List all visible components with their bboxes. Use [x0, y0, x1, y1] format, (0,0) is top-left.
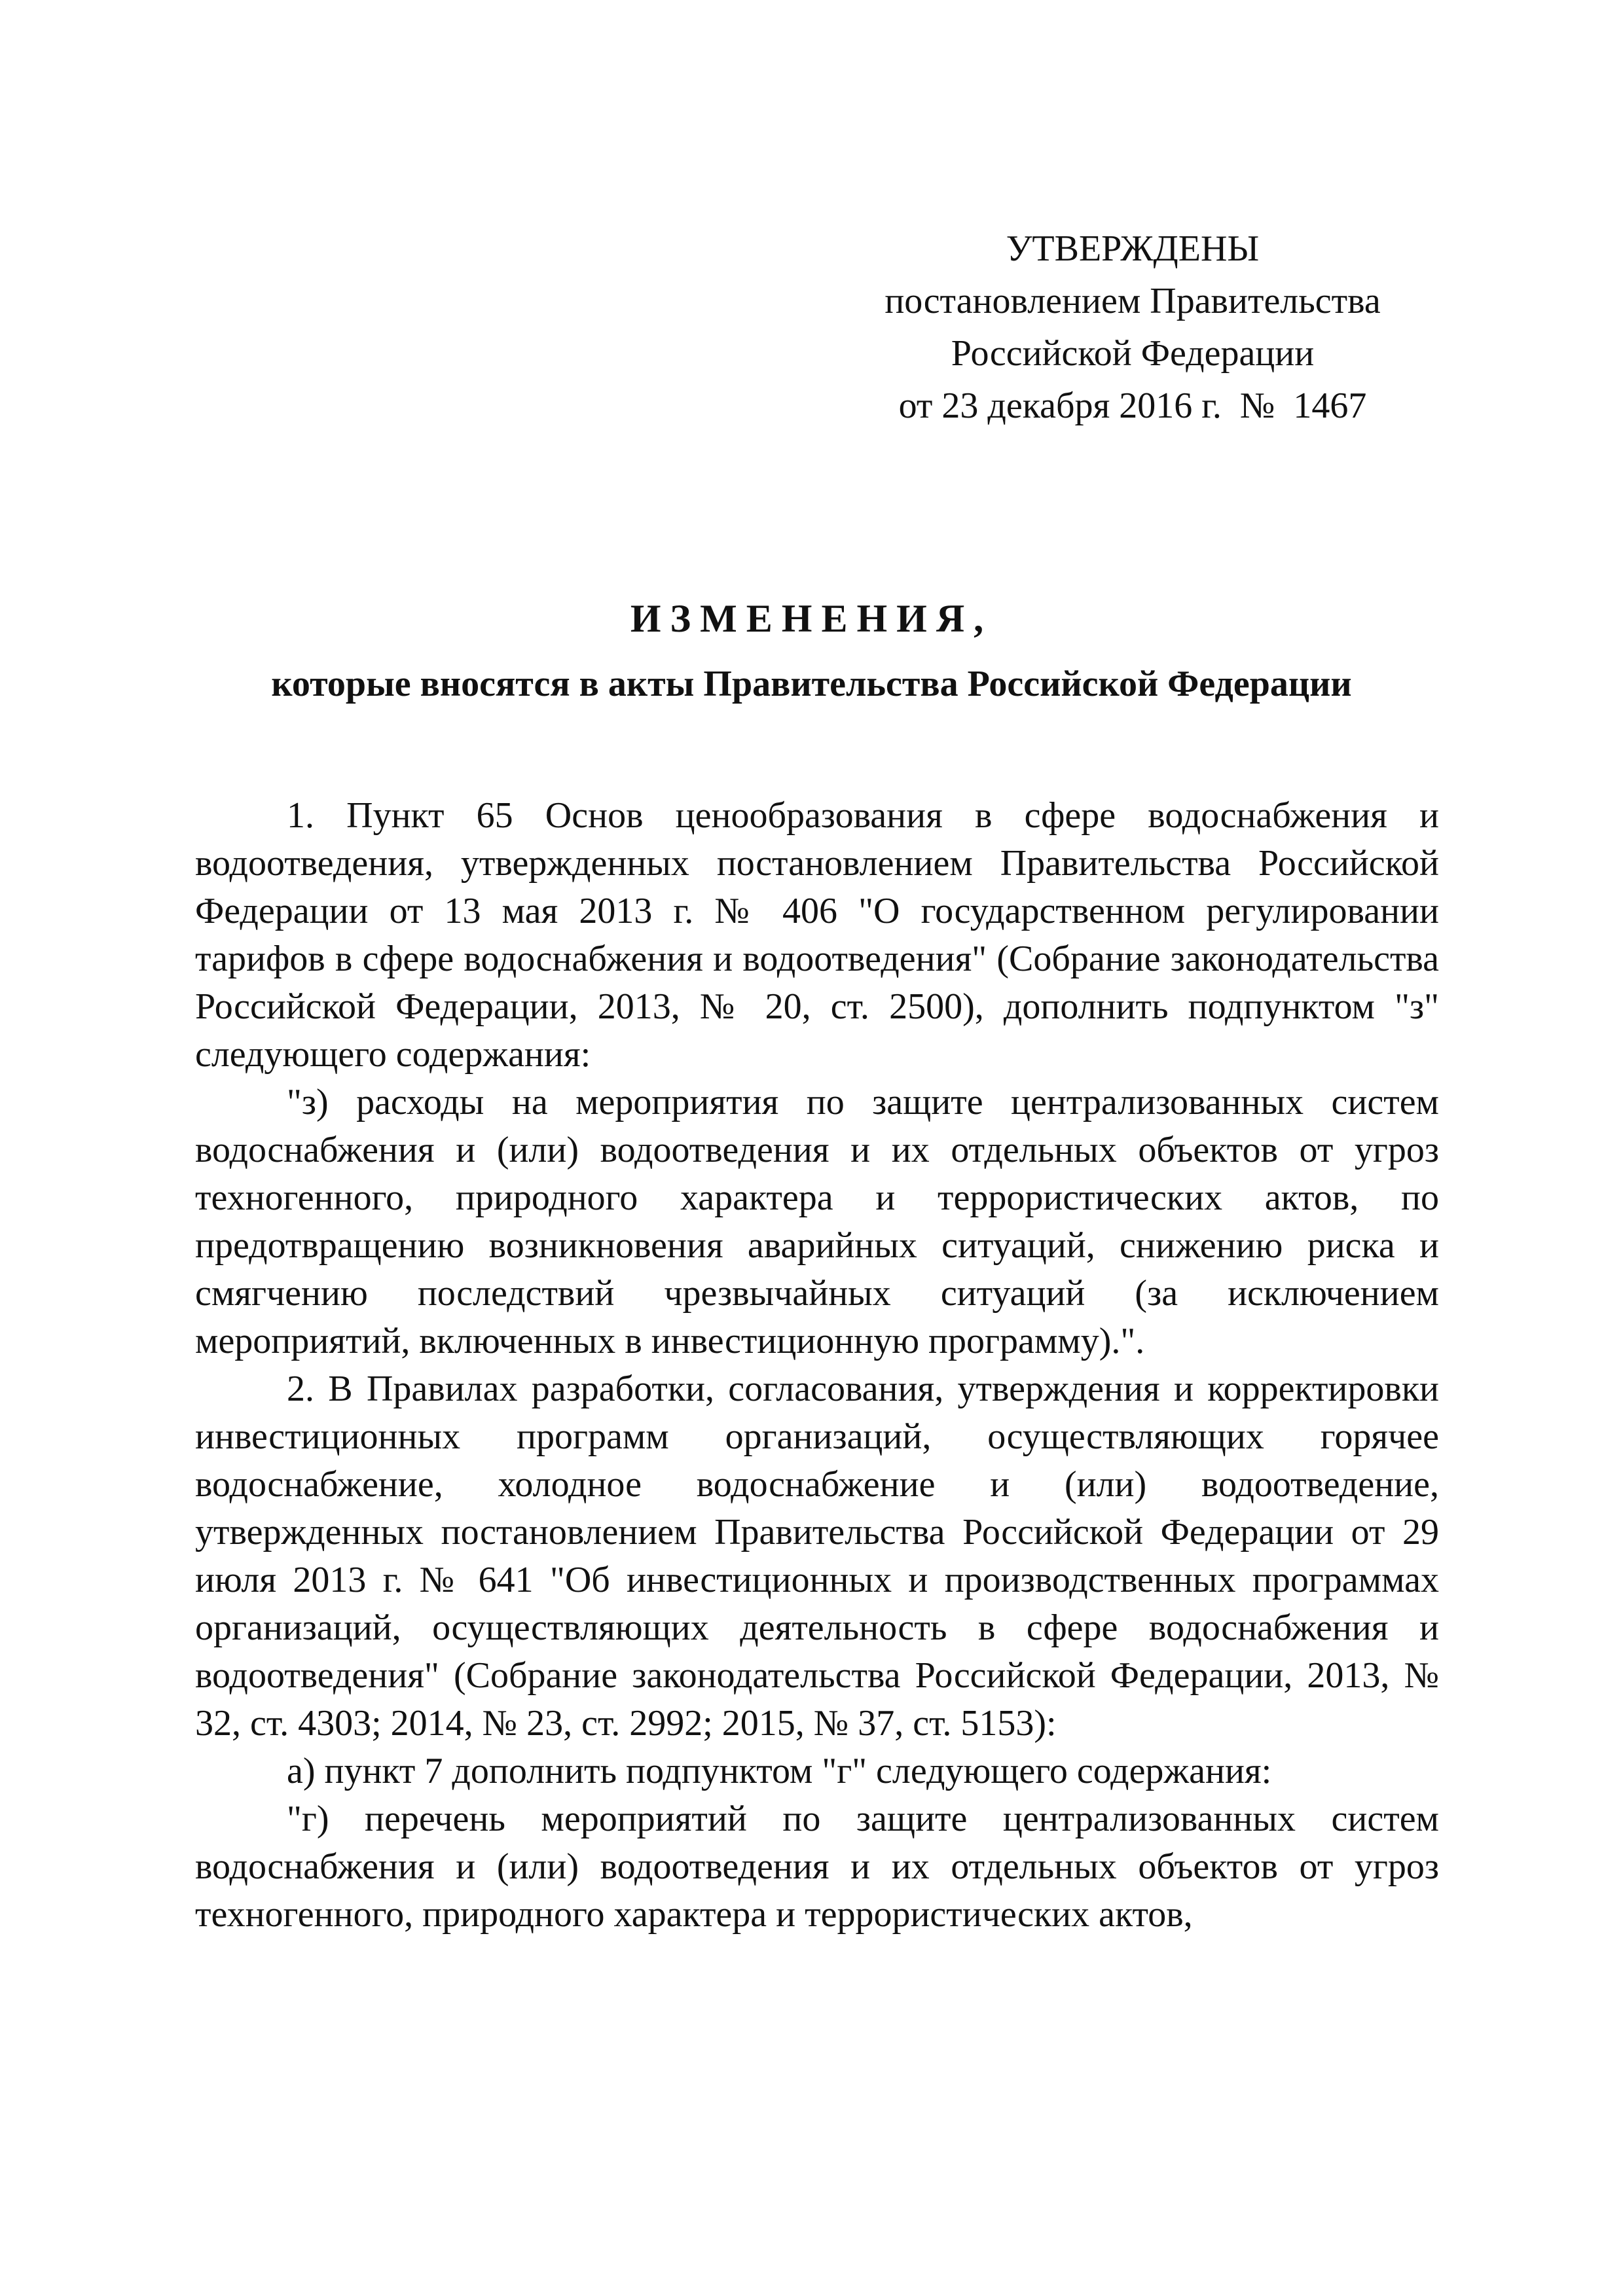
paragraph-2-subitem-g: "г) перечень мероприятий по защите централизованных систем водоснабжения и (или) водоотведения и их отдельных объектов от угроз техногенного, природного характера и террористических актов, — [195, 1799, 1439, 1935]
title-main: ИЗМЕНЕНИЯ, — [630, 597, 993, 640]
approval-line-federation: Российской Федерации — [951, 333, 1315, 374]
paragraph-1: 1. Пункт 65 Основ ценообразования в сфере водоснабжения и водоотведения, утвержденных постановлением Правительства Российской Федерации от 13 мая 2013 г. № 406 "О государственном регулировании тарифов в сфере водоснабжения и водоотведения" (Собрание законодательства Российской Федерации, 2013, № 20, ст. 2500), дополнить подпунктом "з" следующего содержания: — [195, 795, 1439, 1075]
paragraph-2-item-a: а) пункт 7 дополнить подпунктом "г" следующего содержания: — [287, 1751, 1272, 1791]
approval-date: от 23 декабря 2016 г. — [898, 386, 1222, 426]
approval-heading: УТВЕРЖДЕНЫ — [1006, 228, 1260, 269]
approval-date-line — [851, 380, 1414, 432]
paragraph-2: 2. В Правилах разработки, согласования, утверждения и корректировки инвестиционных программ организаций, осуществляющих горячее водоснабжение, холодное водоснабжение и (или) водоотведение, утвержденных постановлением Правительства Российской Федерации от 29 июля 2013 г. № 641 "Об инвестиционных и производственных программах организаций, осуществляющих деятельность в сфере водоснабжения и водоотведения" (Собрание законодательства Российской Федерации, 2013, № 32, ст. 4303; 2014, № 23, ст. 2992; 2015, № 37, ст. 5153): — [195, 1369, 1439, 1744]
paragraph-1-subitem-z: "з) расходы на мероприятия по защите централизованных систем водоснабжения и (или) водоотведения и их отдельных объектов от угроз техногенного, природного характера и террористических актов, по предотвращению возникновения аварийных ситуаций, снижению риска и смягчению последствий чрезвычайных ситуаций (за исключением мероприятий, включенных в инвестиционную программу).". — [195, 1082, 1439, 1361]
title-subtitle: которые вносятся в акты Правительства Российской Федерации — [271, 664, 1352, 704]
document-title — [0, 589, 1623, 713]
approval-stamp — [851, 223, 1414, 432]
approval-line-resolution: постановлением Правительства — [884, 281, 1381, 321]
approval-number: 1467 — [1293, 386, 1367, 426]
document-body — [195, 792, 1439, 1939]
approval-number-sign: № — [1239, 386, 1275, 426]
